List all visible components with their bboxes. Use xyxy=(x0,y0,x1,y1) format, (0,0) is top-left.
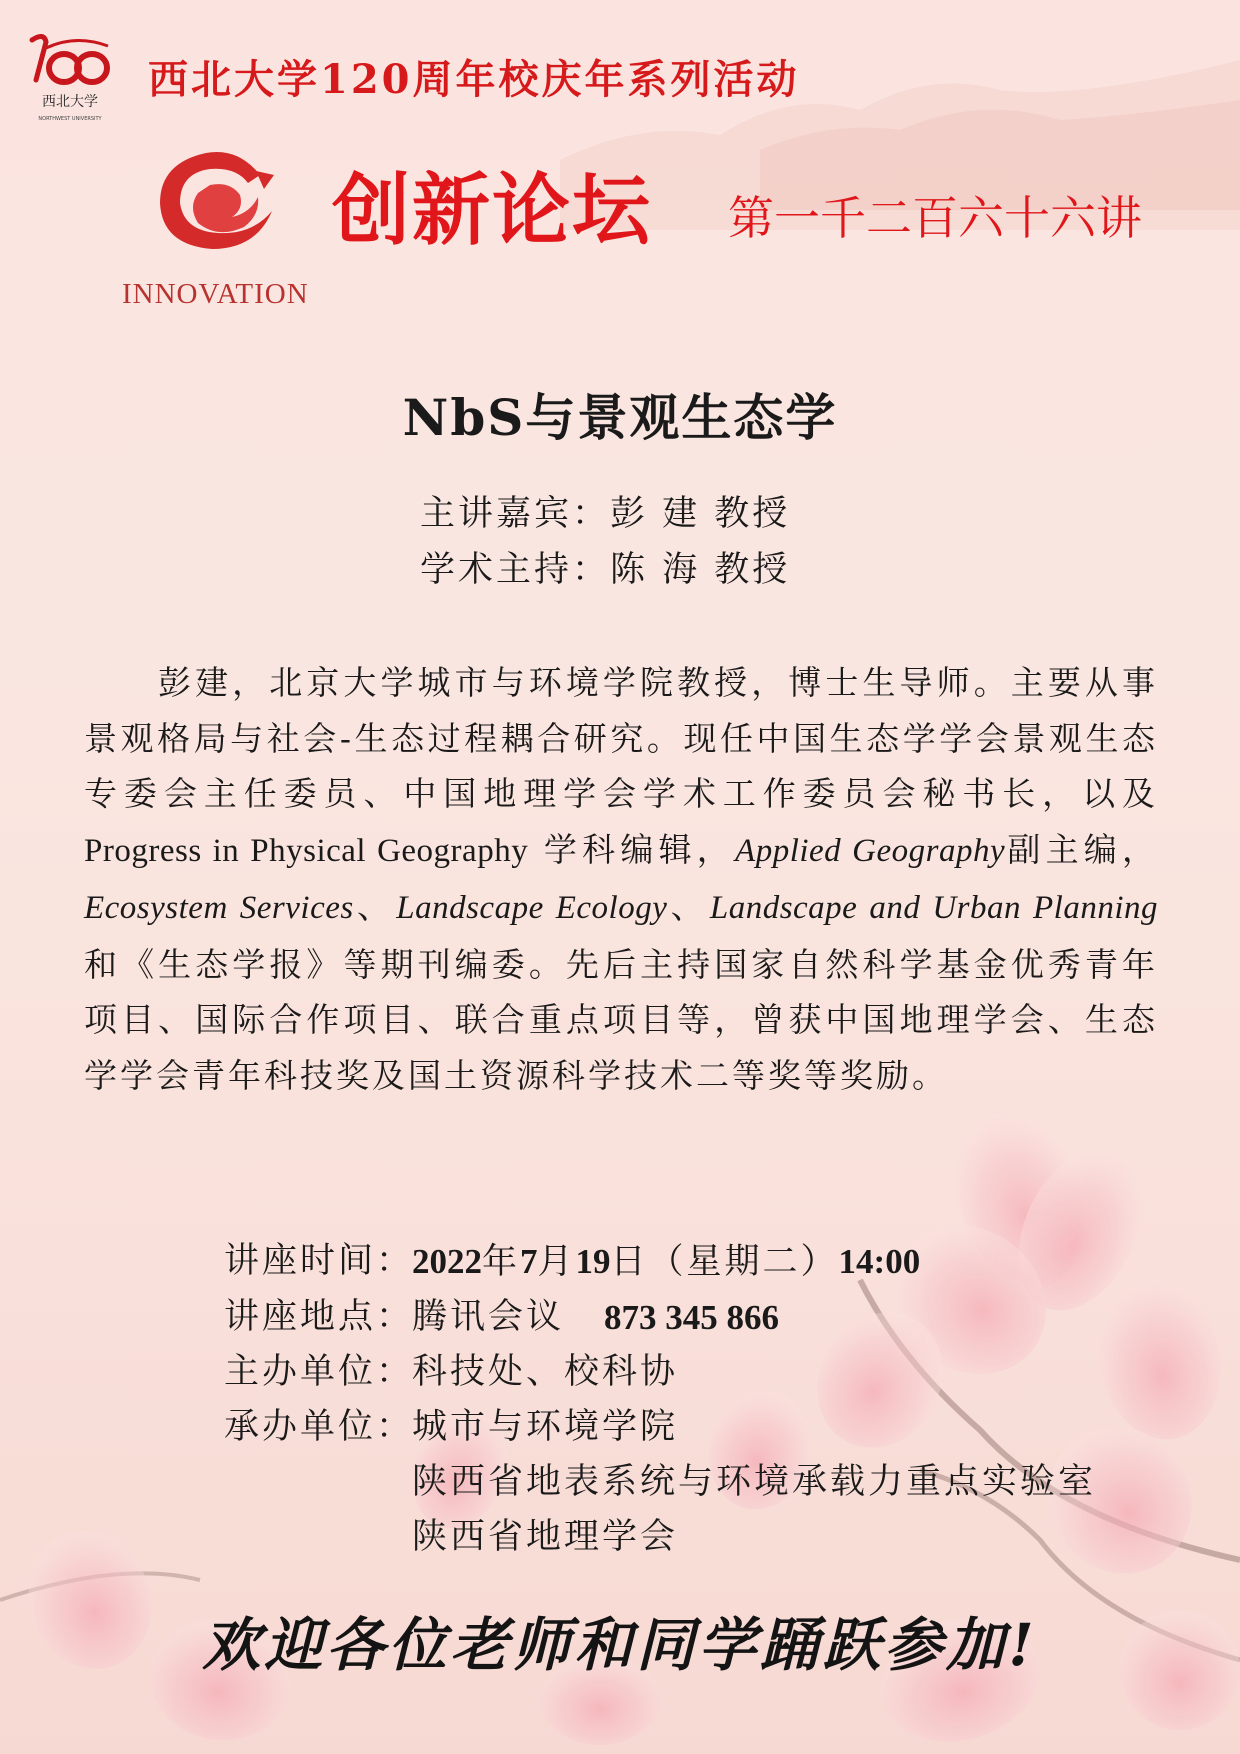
innovation-label: INNOVATION xyxy=(122,278,309,310)
bio-journal-1: Progress in Physical Geography xyxy=(84,832,529,869)
place-row xyxy=(224,1290,1096,1345)
anniversary-logo xyxy=(26,28,114,132)
bio-journal-3: Ecosystem Services xyxy=(84,890,354,926)
roles-block xyxy=(420,486,790,598)
lecture-details xyxy=(224,1234,1096,1565)
svg-text:NORTHWEST UNIVERSITY: NORTHWEST UNIVERSITY xyxy=(38,116,102,122)
host-line: 学术主持：陈 海 教授 xyxy=(420,550,791,590)
bio-journal-5: Landscape and Urban Planning xyxy=(709,890,1158,926)
bio-text-1: 彭建，北京大学城市与环境学院教授，博士生导师。主要从事景观格局与社会-生态过程耦合研究。现任中国生态学学会景观生态专委会主任委员、中国地理学会学术工作委员会秘书长，以及 xyxy=(84,663,1158,813)
welcome-message: 欢迎各位老师和同学踊跃参加! xyxy=(202,1611,1038,1679)
anniversary-title: 西北大学120周年校庆年系列活动 xyxy=(148,56,800,103)
place-label: 讲座地点： xyxy=(224,1297,415,1337)
speaker-bio xyxy=(84,655,1158,1103)
forum-name: 创新论坛 xyxy=(332,166,653,256)
host-org-value-2: 陕西省地表系统与环境承载力重点实验室 xyxy=(412,1462,1097,1502)
host-org-value-3: 陕西省地理学会 xyxy=(412,1517,679,1557)
bio-journal-2: Applied Geography xyxy=(735,832,1006,869)
bio-text-4: 和《生态学报》等期刊编委。先后主持国家自然科学基金优秀青年项目、国际合作项目、联合重点项目等，曾获中国地理学会、生态学学会青年科技奖及国土资源科学技术二等奖等奖励。 xyxy=(84,944,1158,1095)
organizer-label: 主办单位： xyxy=(224,1352,415,1392)
lecture-number: 第一千二百六十六讲 xyxy=(728,191,1142,245)
bio-sep-1: 、 xyxy=(353,887,397,926)
bio-text-3: 副主编， xyxy=(1005,829,1159,869)
svg-text:西北大学: 西北大学 xyxy=(42,94,98,110)
time-value: 2022年7月19日（星期二）14:00 xyxy=(412,1242,921,1282)
bio-sep-2: 、 xyxy=(667,887,710,926)
place-value: 腾讯会议 xyxy=(412,1297,565,1337)
host-org-row-2 xyxy=(224,1455,1096,1510)
innovation-logo-icon xyxy=(148,145,288,255)
organizer-row xyxy=(224,1345,1096,1400)
host-org-label: 承办单位： xyxy=(224,1407,415,1447)
bio-journal-4: Landscape Ecology xyxy=(396,890,668,926)
host-org-row xyxy=(224,1400,1096,1455)
host-org-row-3 xyxy=(224,1510,1096,1565)
time-row xyxy=(224,1234,1096,1290)
host-org-value-1: 城市与环境学院 xyxy=(412,1407,679,1447)
talk-title: NbS与景观生态学 xyxy=(402,388,838,447)
speaker-line: 主讲嘉宾：彭 建 教授 xyxy=(420,494,791,534)
meeting-id: 873 345 866 xyxy=(604,1298,780,1337)
bio-text-2: 学科编辑， xyxy=(528,829,736,869)
time-label: 讲座时间： xyxy=(224,1241,415,1281)
organizer-value: 科技处、校科协 xyxy=(412,1352,679,1392)
